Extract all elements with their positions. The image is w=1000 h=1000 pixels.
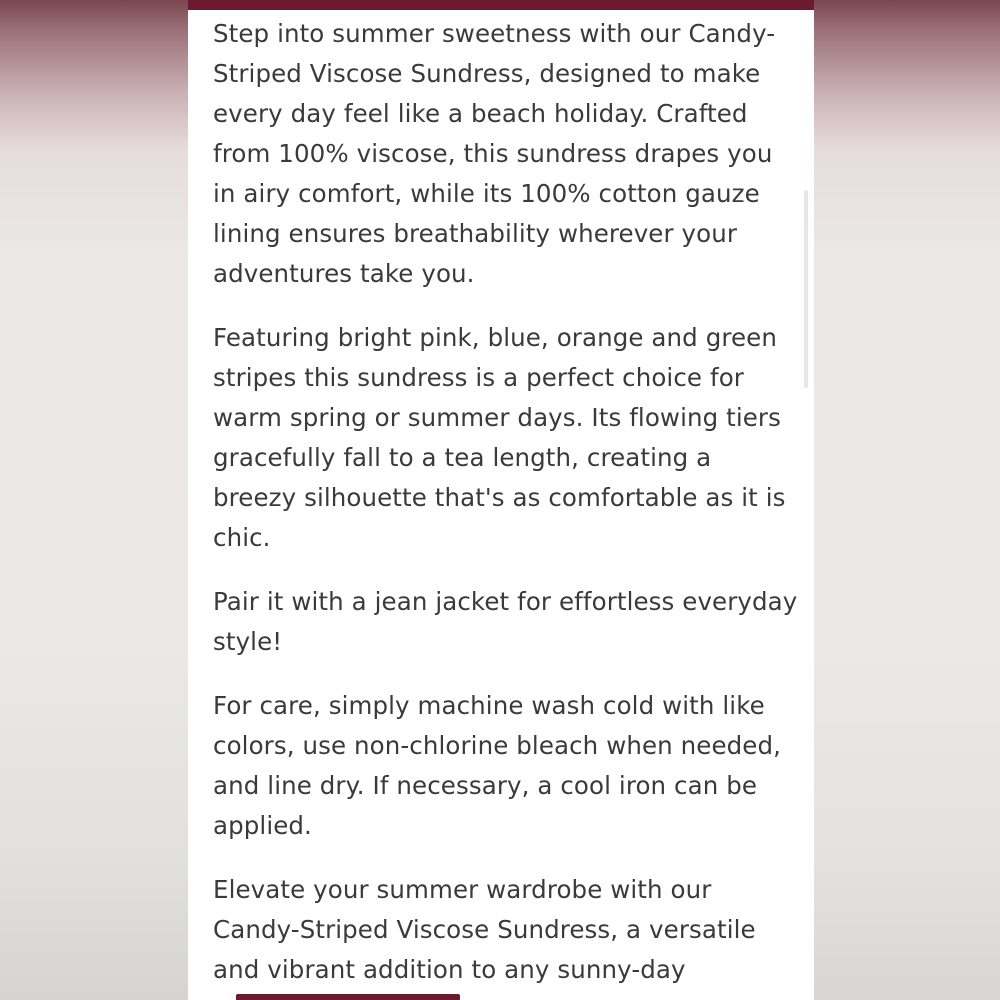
description-paragraph-3: Pair it with a jean jacket for effortless everyday style! [213, 587, 798, 656]
description-paragraph-4: For care, simply machine wash cold with like colors, use non-chlorine bleach when needed, and line dry. If necessary, a cool iron can be applied. [213, 691, 781, 840]
bottom-action-button[interactable] [236, 994, 460, 1000]
description-paragraph-1: Step into summer sweetness with our Candy-Striped Viscose Sundress, designed to make every day feel like a beach holiday. Crafted from 100% viscose, this sundress drapes you in airy comfort, while its 100% cotton gauze lining ensures breathability wherever your adventures take you. [213, 19, 776, 288]
blurred-background-left [0, 0, 188, 1000]
description-paragraph-2: Featuring bright pink, blue, orange and green stripes this sundress is a perfect choice for warm spring or summer days. Its flowing tiers gracefully fall to a tea length, creating a breezy silhouette that's as comfortable as it is chic. [213, 323, 786, 552]
description-paragraph-5: Elevate your summer wardrobe with our Candy-Striped Viscose Sundress, a versatile and vibrant addition to any sunny-day [213, 875, 756, 984]
scrollbar[interactable] [804, 190, 808, 388]
header-accent-bar [188, 0, 814, 10]
blurred-background-right [814, 0, 1000, 1000]
product-description [213, 14, 798, 1000]
product-description-panel [188, 0, 814, 1000]
